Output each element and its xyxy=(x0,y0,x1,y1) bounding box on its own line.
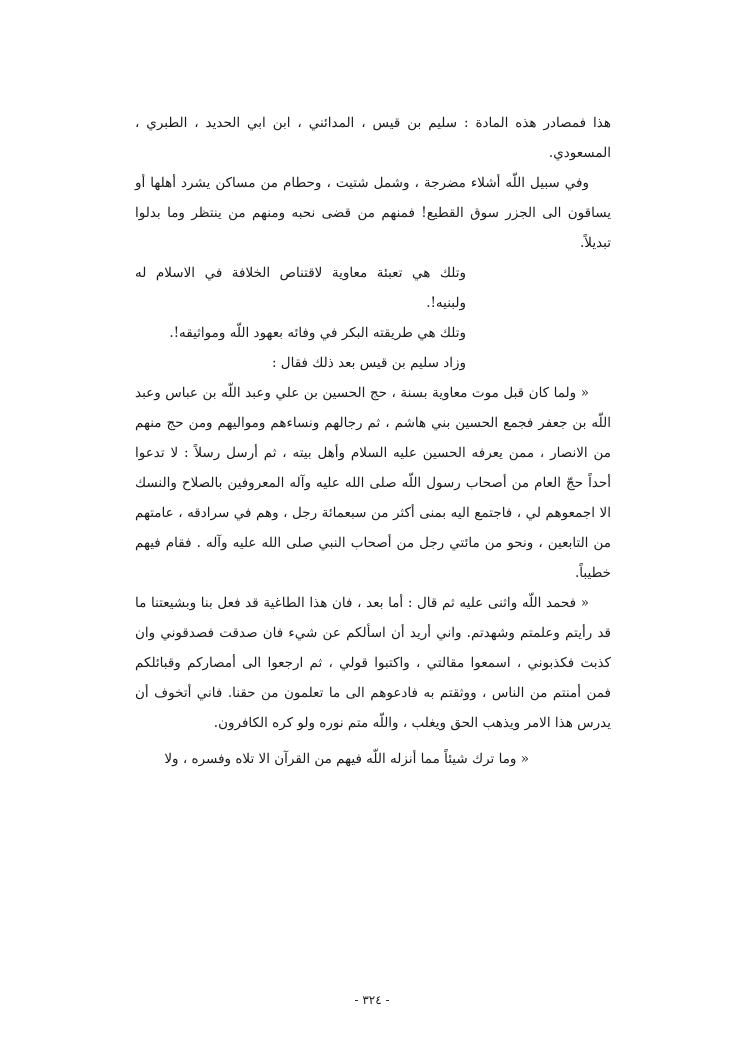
paragraph-sources: هذا فمصادر هذه المادة : سليم بن قيس ، المدائني ، ابن ابي الحديد ، الطبري ، المسعودي. xyxy=(135,115,611,161)
page-number: - ٣٢٤ - xyxy=(354,993,390,1007)
paragraph-addition: وزاد سليم بن قيس بعد ذلك فقال : xyxy=(271,355,466,371)
body-text xyxy=(135,108,611,774)
paragraph-quran: « وما ترك شيئاً مما أنزله اللّه فيهم من القرآن الا تلاه وفسره ، ولا xyxy=(164,751,529,767)
paragraph-mobilization: وتلك هي تعبئة معاوية لاقتناص الخلافة في الاسلام له ولبنيه!. xyxy=(135,265,466,311)
paragraph-method: وتلك هي طريقته البكر في وفائه بعهود اللّه ومواثيقه!. xyxy=(169,325,466,341)
paragraph-sermon: « فحمد اللّه واثنى عليه ثم قال : أما بعد ، فان هذا الطاغية قد فعل بنا وبشيعتنا ما قد رأيتم وعلمتم وشهدتم. واني أريد أن اسألكم عن شيء فان صدقت فصدقوني وان كذبت فكذبوني ، اسمعوا مقالتي ، واكتبوا قولي ، ثم ارجعوا الى أمصاركم وقبائلكم فمن أمنتم من الناس ، ووثقتم به فادعوهم الى ما تعلمون من حقنا. فاني أتخوف أن يدرس هذا الامر ويذهب الحق ويغلب ، واللّه متم نوره ولو كره الكافرون. xyxy=(135,595,611,731)
paragraph-victims: وفي سبيل اللّه أشلاء مضرجة ، وشمل شتيت ، وحطام من مساكن يشرد أهلها أو يساقون الى الجزر سوق القطيع! فمنهم من قضى نحبه ومنهم من ينتظر وما بدلوا تبديلاً. xyxy=(135,175,611,251)
paragraph-hajj: « ولما كان قبل موت معاوية بسنة ، حج الحسين بن علي وعبد اللّه بن عباس وعبد اللّه بن جعفر فجمع الحسين بني هاشم ، ثم رجالهم ونساءهم ومواليهم ومن حج منهم من الانصار ، ممن يعرفه الحسين عليه السلام وأهل بيته ، ثم أرسل رسلاً : لا تدعوا أحداً حجّ العام من أصحاب رسول اللّه صلى الله عليه وآله المعروفين بالصلاح والنسك الا اجمعوهم لي ، فاجتمع اليه بمنى أكثر من سبعمائة رجل ، وهم في سرادقه ، عامتهم من التابعين ، ونحو من مائتي رجل من أصحاب النبي صلى الله عليه وآله . فقام فيهم خطيباً. xyxy=(135,385,611,581)
